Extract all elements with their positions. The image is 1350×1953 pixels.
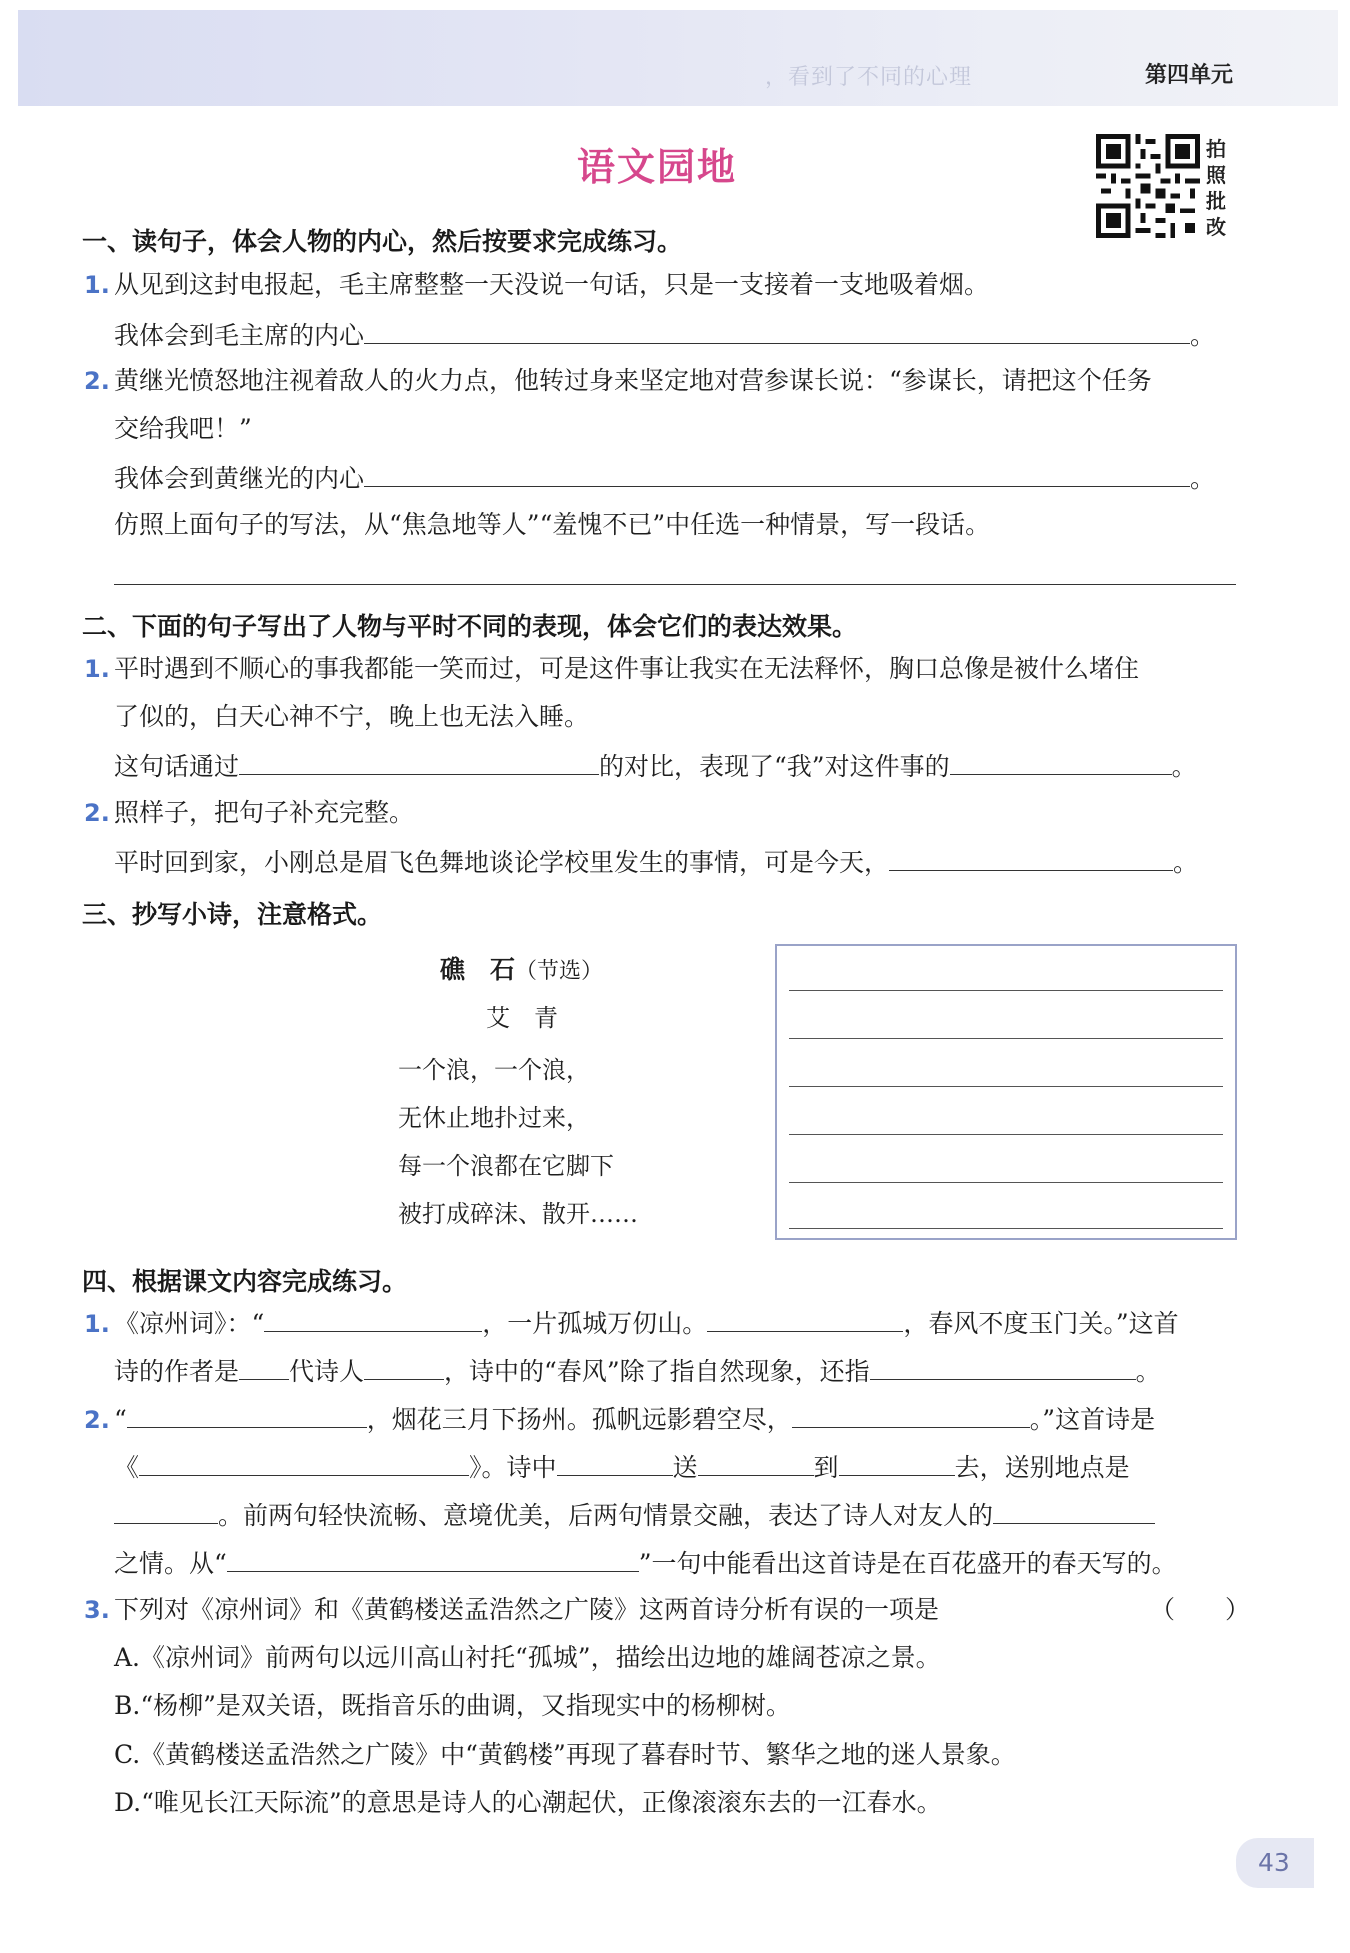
- page-title: 语文园地: [576, 145, 737, 189]
- s1-q2-task: 仿照上面句子的写法，从“焦急地等人”“羞愧不已”中任选一种情景，写一段话。: [114, 510, 991, 539]
- s4-q2-blank-7[interactable]: [114, 1497, 218, 1524]
- s4-q2-cont-1: 《 》。诗中 送 到 去，送别地点是: [114, 1449, 1130, 1485]
- s2-q2-answer-line: 平时回到家，小刚总是眉飞色舞地谈论学校里发生的事情，可是今天， 。: [114, 844, 1198, 880]
- s1-q1-text: 从见到这封电报起，毛主席整整一天没说一句话，只是一支接着一支地吸着烟。: [114, 270, 990, 299]
- copy-line[interactable]: [789, 990, 1223, 991]
- s1-q2-blank[interactable]: [364, 460, 1190, 487]
- copy-line[interactable]: [789, 1038, 1223, 1039]
- s2-q1-blank-1[interactable]: [239, 748, 599, 775]
- section-3-heading: 三、抄写小诗，注意格式。: [82, 900, 383, 929]
- s4-q3: 3. 下列对《凉州词》和《黄鹤楼送孟浩然之广陵》这两首诗分析有误的一项是: [84, 1593, 939, 1627]
- poem-line: 一个浪，一个浪，: [398, 1056, 590, 1084]
- s4-q1-blank-4[interactable]: [364, 1353, 444, 1380]
- s1-q1: [84, 268, 989, 302]
- s1-q1-blank[interactable]: [364, 317, 1190, 344]
- s2-q2: 2. 照样子，把句子补充完整。: [84, 796, 414, 830]
- page-number: 43: [1258, 1848, 1290, 1877]
- poem-line: 无休止地扑过来，: [398, 1104, 590, 1132]
- s2-q2-number: 2.: [84, 799, 110, 827]
- poem-title: 礁 石（节选）: [440, 955, 604, 984]
- s2-q1-blank-2[interactable]: [950, 748, 1172, 775]
- unit-label: 第四单元: [1144, 63, 1233, 88]
- s4-q2-blank-6[interactable]: [839, 1449, 955, 1476]
- section-4-heading: 四、根据课文内容完成练习。: [82, 1267, 408, 1296]
- s2-q1-answer-line: 这句话通过 的对比，表现了“我”对这件事的 。: [114, 748, 1197, 784]
- section-1-heading: 一、读句子，体会人物的内心，然后按要求完成练习。: [82, 227, 683, 256]
- s1-q1-number: 1.: [84, 271, 110, 299]
- s4-q2-blank-4[interactable]: [557, 1449, 673, 1476]
- s4-q2-blank-3[interactable]: [139, 1449, 469, 1476]
- s1-q2-number: 2.: [84, 367, 110, 395]
- s4-q2-blank-2[interactable]: [792, 1401, 1030, 1428]
- s4-q1-blank-3[interactable]: [239, 1353, 289, 1380]
- s4-q3-answer-paren[interactable]: （ ）: [1150, 1595, 1251, 1624]
- s1-q2-cont: 交给我吧！”: [114, 414, 252, 443]
- s4-q3-number: 3.: [84, 1596, 110, 1624]
- s4-q1-blank-5[interactable]: [870, 1353, 1136, 1380]
- s4-q1-number: 1.: [84, 1310, 110, 1338]
- header-band-text: ，看到了不同的心理: [765, 65, 973, 90]
- copy-line[interactable]: [789, 1086, 1223, 1087]
- s2-q2-blank[interactable]: [889, 844, 1173, 871]
- copy-line[interactable]: [789, 1228, 1223, 1229]
- copy-line[interactable]: [789, 1134, 1223, 1135]
- s1-q2: 2. 黄继光愤怒地注视着敌人的火力点，他转过身来坚定地对营参谋长说：“参谋长，请把这个任务: [84, 364, 1152, 398]
- s4-q2-cont-3: 之情。从“ ”一句中能看出这首诗是在百花盛开的春天写的。: [114, 1545, 1177, 1581]
- s2-q1-number: 1.: [84, 655, 110, 683]
- poem-line: 每一个浪都在它脚下: [398, 1152, 614, 1180]
- s1-q2-answer-line: 我体会到黄继光的内心 。: [114, 460, 1215, 496]
- s4-q1-blank-1[interactable]: [264, 1305, 482, 1332]
- s4-q2-number: 2.: [84, 1406, 110, 1434]
- option-c[interactable]: C.《黄鹤楼送孟浩然之广陵》中“黄鹤楼”再现了暮春时节、繁华之地的迷人景象。: [114, 1740, 1016, 1769]
- s4-q2-blank-5[interactable]: [698, 1449, 814, 1476]
- header-band: [18, 10, 1338, 106]
- option-b[interactable]: B.“杨柳”是双关语，既指音乐的曲调，又指现实中的杨柳树。: [114, 1691, 791, 1720]
- qr-label: 拍 照 批 改: [1206, 137, 1226, 239]
- s4-q2-blank-9[interactable]: [227, 1545, 639, 1572]
- s2-q1: 1. 平时遇到不顺心的事我都能一笑而过，可是这件事让我实在无法释怀，胸口总像是被什么堵住: [84, 652, 1139, 686]
- poem-line: 被打成碎沫、散开……: [398, 1200, 638, 1228]
- s4-q1: 1. 《凉州词》：“ ，一片孤城万仞山。 ，春风不度玉门关。”这首: [84, 1305, 1179, 1341]
- option-d[interactable]: D.“唯见长江天际流”的意思是诗人的心潮起伏，正像滚滚东去的一江春水。: [114, 1788, 942, 1817]
- poem-author: 艾 青: [486, 1004, 558, 1032]
- s2-q1-cont: 了似的，白天心神不宁，晚上也无法入睡。: [114, 702, 590, 731]
- s4-q2-blank-1[interactable]: [127, 1401, 367, 1428]
- s4-q2-blank-8[interactable]: [993, 1497, 1155, 1524]
- s1-q1-answer-line: 我体会到毛主席的内心 。: [114, 317, 1215, 353]
- copy-line[interactable]: [789, 1182, 1223, 1183]
- page-number-tab: [1236, 1838, 1314, 1888]
- s4-q1-cont: 诗的作者是 代诗人 ，诗中的“春风”除了指自然现象，还指 。: [114, 1353, 1161, 1389]
- s4-q2-cont-2: 。前两句轻快流畅、意境优美，后两句情景交融，表达了诗人对友人的: [114, 1497, 1155, 1533]
- s1-writing-line[interactable]: [114, 584, 1236, 585]
- qr-code-icon[interactable]: [1096, 134, 1200, 238]
- copy-box[interactable]: [775, 944, 1237, 1240]
- section-2-heading: 二、下面的句子写出了人物与平时不同的表现，体会它们的表达效果。: [82, 612, 858, 641]
- s4-q1-blank-2[interactable]: [707, 1305, 903, 1332]
- s4-q2: 2. “ ，烟花三月下扬州。孤帆远影碧空尽， 。”这首诗是: [84, 1401, 1155, 1437]
- option-a[interactable]: A.《凉州词》前两句以远川高山衬托“孤城”，描绘出边地的雄阔苍凉之景。: [114, 1643, 941, 1672]
